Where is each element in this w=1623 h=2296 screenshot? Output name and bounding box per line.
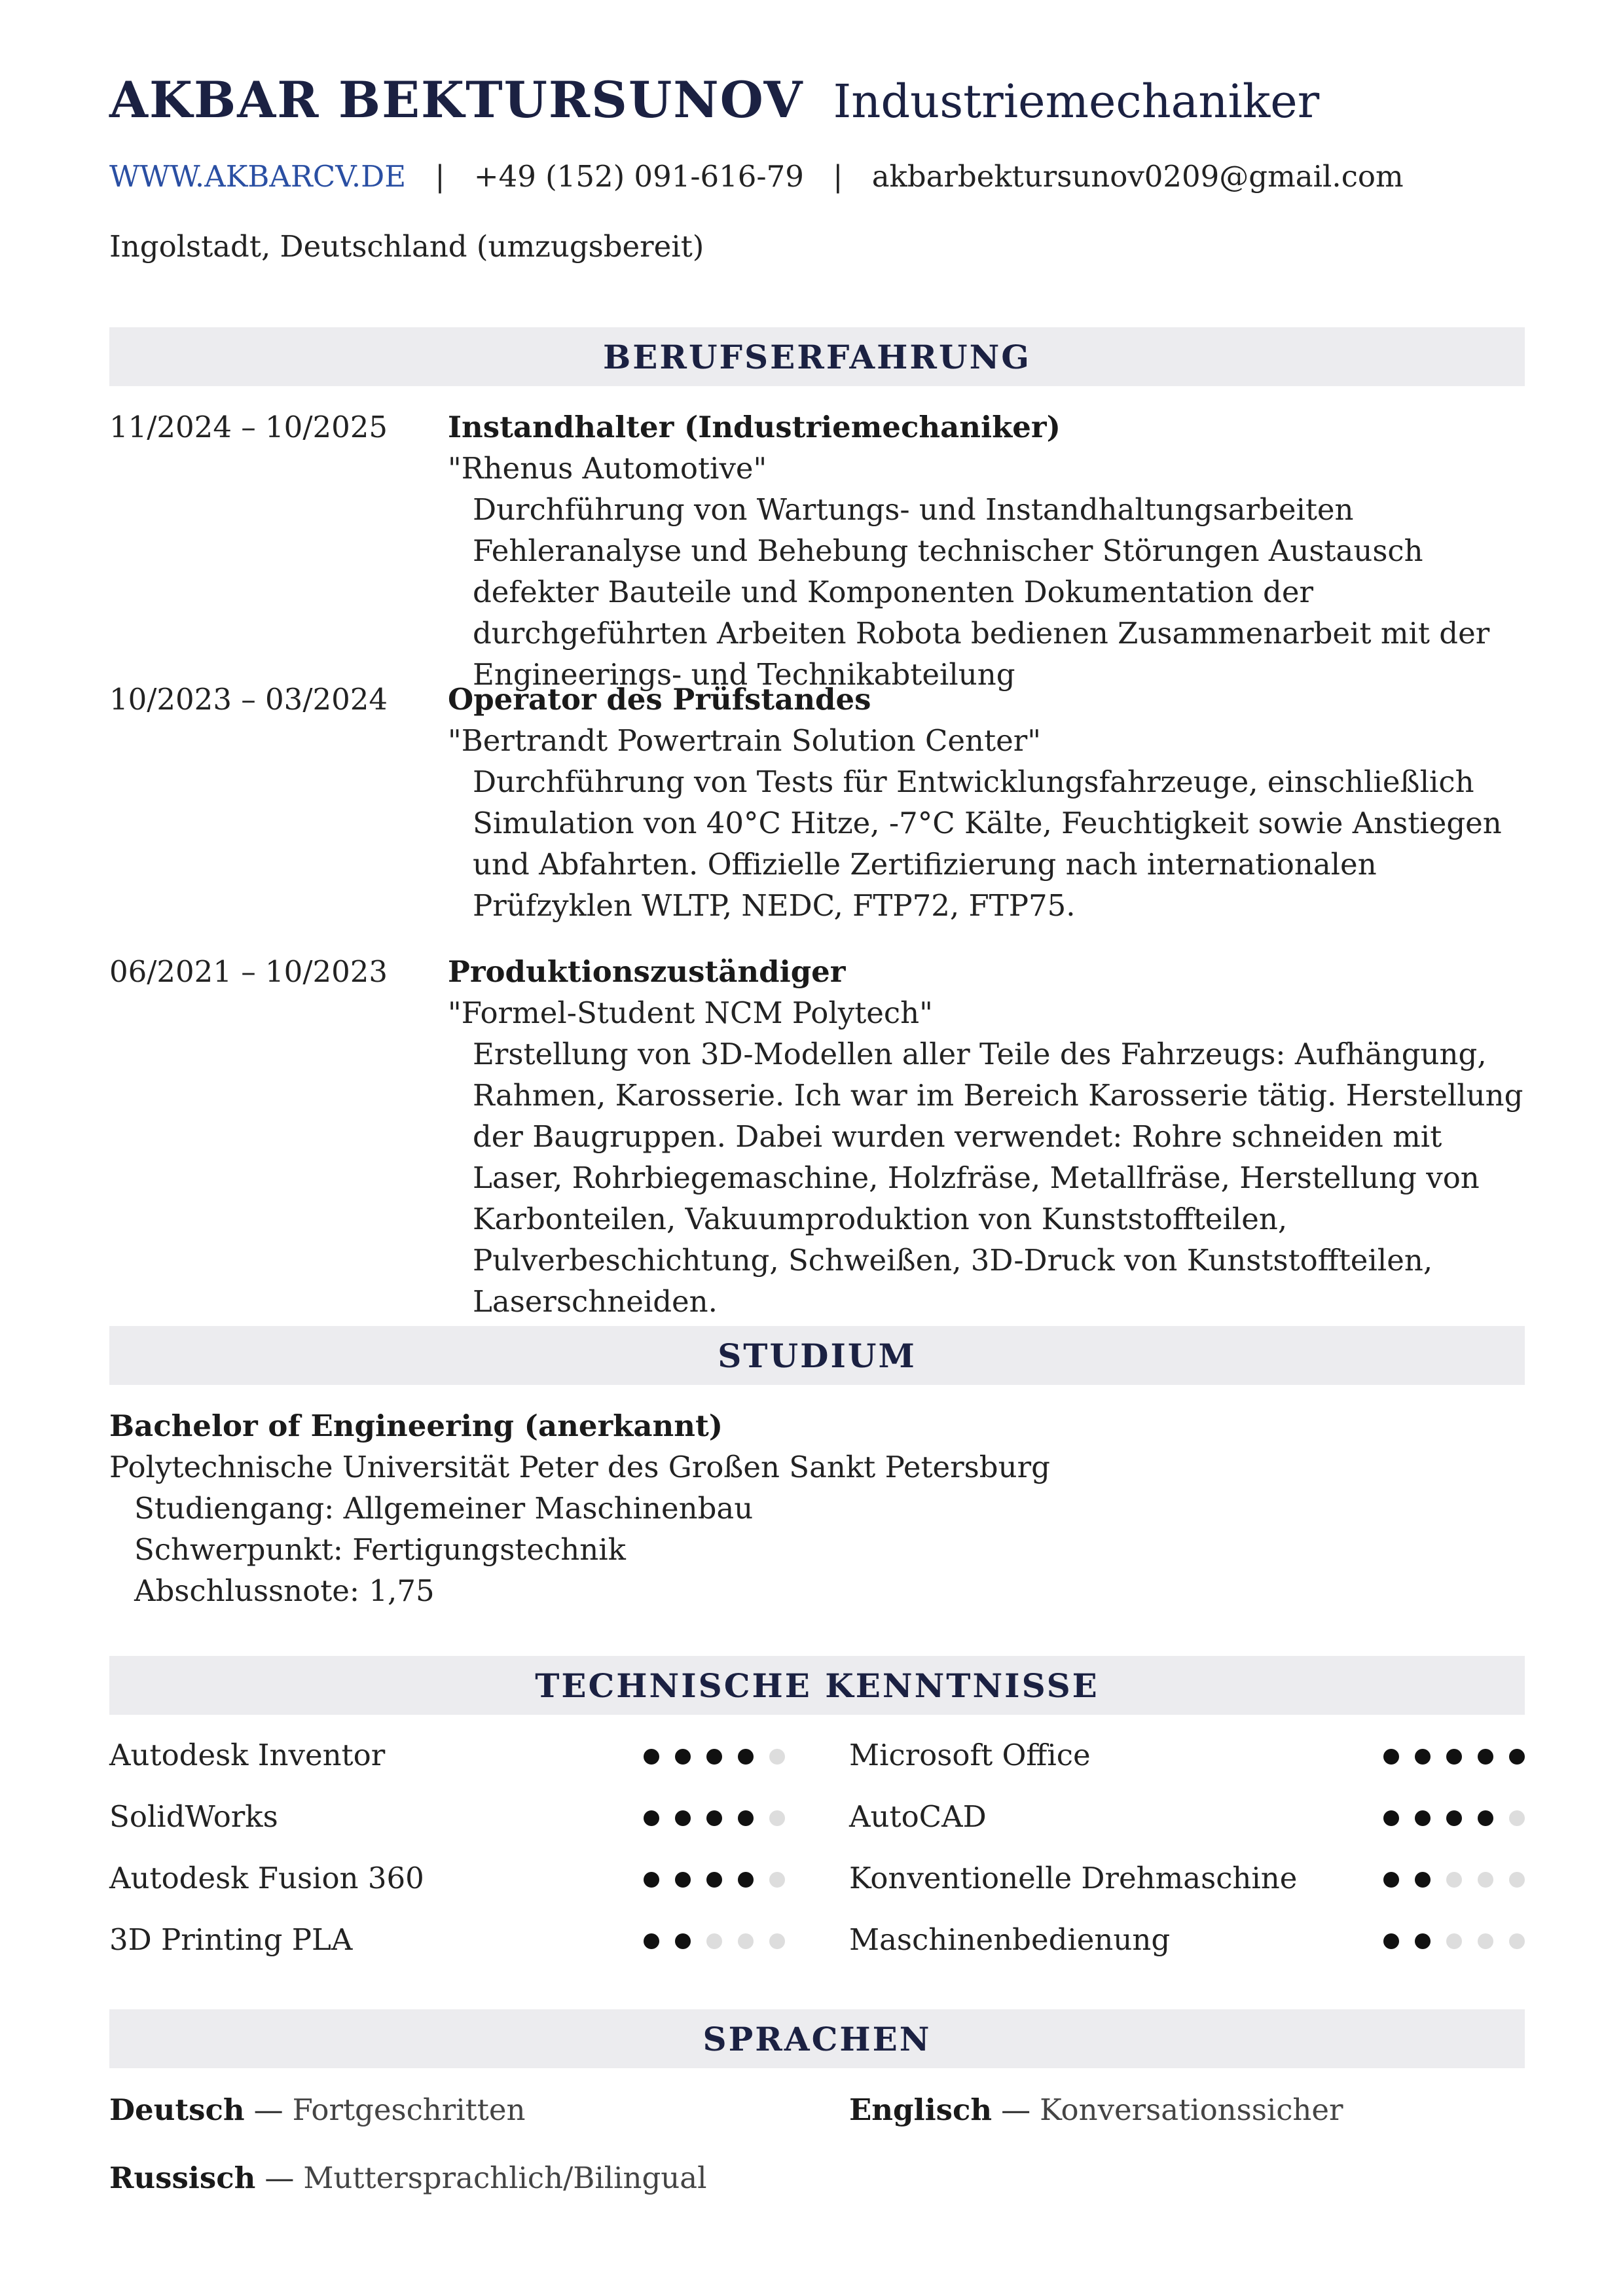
- skill-name: Autodesk Fusion 360: [109, 1861, 424, 1895]
- skill-rating: [1368, 1749, 1525, 1765]
- contact-separator: |: [435, 159, 445, 194]
- skill-item: [109, 1857, 785, 1899]
- rating-dot-filled: [1383, 1810, 1399, 1826]
- candidate-job-title: Industriemechaniker: [833, 75, 1320, 128]
- skill-rating: [628, 1933, 785, 1949]
- rating-dot-empty: [706, 1933, 722, 1949]
- skill-item: [109, 1796, 785, 1837]
- skill-name: Maschinenbedienung: [849, 1922, 1171, 1957]
- skill-name: 3D Printing PLA: [109, 1922, 353, 1957]
- education-entry: [109, 1405, 1525, 1611]
- job-company: "Rhenus Automotive": [448, 451, 767, 486]
- experience-heading: BERUFSERFAHRUNG: [603, 337, 1031, 376]
- rating-dot-filled: [706, 1872, 722, 1888]
- rating-dot-empty: [1509, 1933, 1525, 1949]
- language-dash: —: [253, 2092, 283, 2127]
- job-role: Produktionszuständiger: [448, 954, 846, 989]
- skills-section-bar: [109, 1656, 1525, 1715]
- rating-dot-empty: [769, 1933, 785, 1949]
- institution-name: Polytechnische Universität Peter des Großen Sankt Petersburg: [109, 1450, 1050, 1484]
- skill-item: [109, 1734, 785, 1776]
- rating-dot-filled: [1383, 1872, 1399, 1888]
- skill-rating: [1368, 1810, 1525, 1826]
- job-body: [448, 951, 1525, 1322]
- language-item: [109, 2089, 525, 2130]
- language-level: Konversationssicher: [1040, 2092, 1343, 2127]
- job-description: Erstellung von 3D-Modellen aller Teile des Fahrzeugs: Aufhängung, Rahmen, Karosserie. Ich war im Bereich Karosserie tätig. Herstellung der Baugruppen. Dabei wurden verwendet: Rohre schneiden mit Laser, Rohrbiegemaschine, Holzfräse, Metallfräse, Herstellung von Karbonteilen, Vakuumproduktion von Kunststoffteilen, Pulverbeschichtung, Schweißen, 3D-Druck von Kunststoffteilen, Laserschneiden.: [473, 1037, 1523, 1319]
- language-name: Englisch: [849, 2092, 993, 2127]
- location: Ingolstadt, Deutschland (umzugsbereit): [109, 229, 704, 264]
- rating-dot-filled: [644, 1810, 659, 1826]
- job-dates: 06/2021 – 10/2023: [109, 954, 388, 989]
- candidate-name: AKBAR BEKTURSUNOV: [109, 71, 804, 129]
- rating-dot-empty: [769, 1810, 785, 1826]
- rating-dot-empty: [769, 1872, 785, 1888]
- skill-item: [849, 1734, 1525, 1776]
- skill-rating: [628, 1872, 785, 1888]
- experience-section-bar: [109, 327, 1525, 386]
- skill-name: Konventionelle Drehmaschine: [849, 1861, 1298, 1895]
- education-detail: Studiengang: Allgemeiner Maschinenbau: [134, 1491, 754, 1526]
- rating-dot-filled: [675, 1872, 691, 1888]
- rating-dot-empty: [1446, 1872, 1462, 1888]
- skill-item: [109, 1919, 785, 1960]
- skill-rating: [628, 1810, 785, 1826]
- rating-dot-empty: [1446, 1933, 1462, 1949]
- rating-dot-filled: [644, 1749, 659, 1765]
- degree-title: Bachelor of Engineering (anerkannt): [109, 1408, 723, 1443]
- contact-separator: |: [833, 159, 843, 194]
- skill-item: [849, 1857, 1525, 1899]
- job-description: Durchführung von Tests für Entwicklungsfahrzeuge, einschließlich Simulation von 40°C Hitze, -7°C Kälte, Feuchtigkeit sowie Anstiegen und Abfahrten. Offizielle Zertifizierung nach internationalen Prüfzyklen WLTP, NEDC, FTP72, FTP75.: [473, 764, 1502, 923]
- languages-section-bar: [109, 2009, 1525, 2068]
- language-item: [849, 2089, 1343, 2130]
- contact-row: [109, 159, 1404, 194]
- rating-dot-filled: [706, 1810, 722, 1826]
- skill-rating: [1368, 1933, 1525, 1949]
- language-dash: —: [264, 2161, 295, 2195]
- rating-dot-filled: [644, 1933, 659, 1949]
- rating-dot-empty: [1509, 1810, 1525, 1826]
- job-role: Operator des Prüfstandes: [448, 682, 871, 717]
- job-description: Durchführung von Wartungs- und Instandhaltungsarbeiten Fehleranalyse und Behebung technischer Störungen Austausch defekter Bauteile und Komponenten Dokumentation der durchgeführten Arbeiten Robota bedienen Zusammenarbeit mit der Engineerings- und Technikabteilung: [473, 492, 1490, 692]
- rating-dot-filled: [1478, 1749, 1493, 1765]
- skills-heading: TECHNISCHE KENNTNISSE: [535, 1666, 1099, 1705]
- skill-name: SolidWorks: [109, 1799, 278, 1834]
- job-company: "Formel-Student NCM Polytech": [448, 996, 933, 1030]
- skill-name: Autodesk Inventor: [109, 1738, 386, 1772]
- rating-dot-filled: [738, 1872, 754, 1888]
- rating-dot-filled: [1415, 1810, 1431, 1826]
- skill-item: [849, 1919, 1525, 1960]
- job-body: [448, 679, 1525, 926]
- rating-dot-filled: [1415, 1933, 1431, 1949]
- languages-heading: SPRACHEN: [702, 2019, 932, 2058]
- rating-dot-filled: [706, 1749, 722, 1765]
- header-name-row: [109, 71, 1319, 129]
- rating-dot-filled: [675, 1810, 691, 1826]
- rating-dot-empty: [1509, 1872, 1525, 1888]
- rating-dot-filled: [1383, 1933, 1399, 1949]
- rating-dot-filled: [675, 1749, 691, 1765]
- language-level: Fortgeschritten: [292, 2092, 526, 2127]
- rating-dot-filled: [1415, 1749, 1431, 1765]
- rating-dot-filled: [644, 1872, 659, 1888]
- education-detail: Schwerpunkt: Fertigungstechnik: [134, 1532, 626, 1567]
- language-item: [109, 2157, 707, 2198]
- skill-name: Microsoft Office: [849, 1738, 1091, 1772]
- email-address[interactable]: akbarbektursunov0209@gmail.com: [871, 159, 1404, 194]
- phone-number[interactable]: +49 (152) 091-616-79: [473, 159, 804, 194]
- job-dates: 10/2023 – 03/2024: [109, 682, 388, 717]
- rating-dot-empty: [769, 1749, 785, 1765]
- education-heading: STUDIUM: [718, 1336, 917, 1375]
- job-dates: 11/2024 – 10/2025: [109, 410, 388, 444]
- skill-rating: [628, 1749, 785, 1765]
- education-detail: Abschlussnote: 1,75: [134, 1573, 435, 1608]
- job-company: "Bertrandt Powertrain Solution Center": [448, 723, 1041, 758]
- language-level: Muttersprachlich/Bilingual: [303, 2161, 707, 2195]
- language-name: Deutsch: [109, 2092, 245, 2127]
- website-link[interactable]: WWW.AKBARCV.DE: [109, 159, 407, 194]
- rating-dot-filled: [738, 1749, 754, 1765]
- rating-dot-filled: [1415, 1872, 1431, 1888]
- rating-dot-empty: [738, 1933, 754, 1949]
- rating-dot-filled: [1446, 1810, 1462, 1826]
- rating-dot-filled: [1383, 1749, 1399, 1765]
- rating-dot-filled: [738, 1810, 754, 1826]
- skill-item: [849, 1796, 1525, 1837]
- rating-dot-filled: [675, 1933, 691, 1949]
- rating-dot-empty: [1478, 1872, 1493, 1888]
- rating-dot-filled: [1509, 1749, 1525, 1765]
- job-role: Instandhalter (Industriemechaniker): [448, 410, 1061, 444]
- skill-name: AutoCAD: [849, 1799, 987, 1834]
- job-body: [448, 406, 1525, 695]
- skill-rating: [1368, 1872, 1525, 1888]
- language-name: Russisch: [109, 2161, 256, 2195]
- rating-dot-filled: [1446, 1749, 1462, 1765]
- language-dash: —: [1001, 2092, 1031, 2127]
- rating-dot-empty: [1478, 1933, 1493, 1949]
- rating-dot-filled: [1478, 1810, 1493, 1826]
- education-section-bar: [109, 1326, 1525, 1385]
